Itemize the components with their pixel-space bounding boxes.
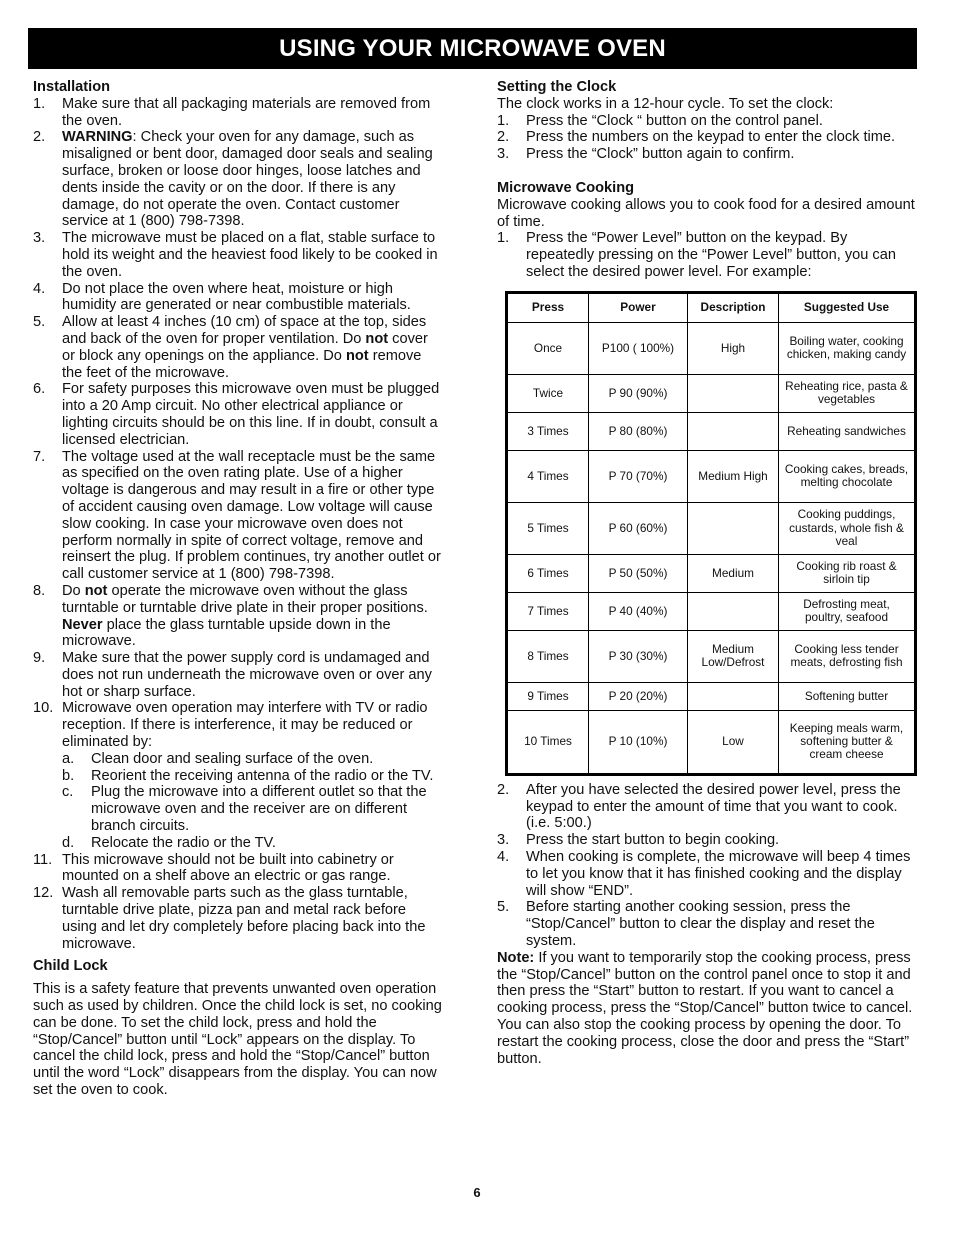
cooking-steps-after	[497, 782, 917, 950]
list-item: 2. After you have selected the desired power level, press the keypad to enter the amount of time that you want to cook. (i.e. 5:00.)	[497, 781, 901, 832]
list-item: 3. The microwave must be placed on a flat, stable surface to hold its weight and the heaviest food likely to be cooked in the oven.	[33, 230, 438, 280]
installation-list	[33, 96, 443, 953]
list-item: b. Reorient the receiving antenna of the radio or the TV.	[62, 767, 434, 784]
list-item: 9. Make sure that the power supply cord is undamaged and does not run underneath the microwave oven or over any hot or sharp surface.	[33, 650, 432, 700]
list-item: 5. Before starting another cooking session, press the “Stop/Cancel” button to clear the display and reset the system.	[497, 899, 875, 949]
list-item: 3. Press the “Clock” button again to confirm.	[497, 146, 795, 163]
list-item: 4. Do not place the oven where heat, moisture or high humidity are generated or near combustible materials.	[33, 280, 411, 314]
table-row: 8 Times P 30 (30%) Medium Low/Defrost Cooking less tender meats, defrosting fish	[507, 630, 916, 682]
list-item: 12. Wash all removable parts such as the glass turntable, turntable drive plate, pizza pan and metal rack before using and let dry completely before placing back into the microwave.	[33, 885, 426, 952]
list-item: 8. Do not operate the microwave oven without the glass turntable or turntable drive plate in their proper positions. Never place the glass turntable upside down in the microwave.	[33, 582, 428, 650]
list-item: d. Relocate the radio or the TV.	[62, 834, 276, 851]
list-item: 3. Press the start button to begin cooking.	[497, 832, 780, 849]
clock-steps	[497, 113, 917, 163]
child-lock-heading: Child Lock	[33, 958, 108, 975]
child-lock-text: This is a safety feature that prevents unwanted oven operation such as used by children. Once the child lock is set, no cooking can be done. To set the child lock, press and hold the “Stop/Cancel” button until “Lock” appears on the display. To cancel the child lock, press and hold the “Stop/Cancel” button until the word “Lock” disappears from the display. You can now set the oven to cook.	[33, 981, 442, 1099]
table-row: 9 Times P 20 (20%) Softening butter	[507, 682, 916, 710]
header-suggested-use: Suggested Use	[779, 292, 916, 322]
table-row: 5 Times P 60 (60%) Cooking puddings, custards, whole fish & veal	[507, 502, 916, 554]
table-row: 6 Times P 50 (50%) Medium Cooking rib roast & sirloin tip	[507, 554, 916, 592]
right-column	[497, 79, 917, 1067]
list-item: 7. The voltage used at the wall receptacle must be the same as specified on the oven rating plate. Use of a higher voltage is dangerous and may result in a fire or other type of accident causing oven damage. Low voltage will cause slow cooking. In case your microwave oven does not perform normally in spite of correct voltage, remove and reinsert the plug. If problem continues, try another outlet or call customer service at 1 (800) 798-7398.	[33, 448, 441, 583]
warning-label: WARNING	[62, 129, 133, 146]
list-item: 10. Microwave oven operation may interfere with TV or radio reception. If there is interference, it may be reduced or eliminated by: a. Clean door and sealing surface of the oven. b. Reorient the receiving antenna of the radio or the TV. c. Plug the microwave into a different outlet so that the microwave oven and the receiver are on different branch circuits. d. Relocate the radio or the TV.	[33, 700, 443, 851]
list-item: 1. Make sure that all packaging materials are removed from the oven.	[33, 95, 431, 129]
left-column	[33, 79, 443, 1099]
list-item: 5. Allow at least 4 inches (10 cm) of space at the top, sides and back of the oven for proper ventilation. Do not cover or block any openings on the appliance. Do not remove the feet of the microwave.	[33, 314, 428, 381]
header-power: Power	[589, 292, 688, 322]
table-row: Twice P 90 (90%) Reheating rice, pasta & vegetables	[507, 374, 916, 412]
list-item: 6. For safety purposes this microwave oven must be plugged into a 20 Amp circuit. No other electrical appliance or lighting circuits should be on this line. If in doubt, consult a licensed electrician.	[33, 381, 440, 448]
table-row: 3 Times P 80 (80%) Reheating sandwiches	[507, 412, 916, 450]
microwave-cooking-heading: Microwave Cooking	[497, 179, 635, 196]
header-press: Press	[507, 292, 589, 322]
cooking-note: Note: If you want to temporarily stop the cooking process, press the “Stop/Cancel” button on the control panel once to stop it and then press the “Start” button to restart. If you want to cancel a cooking process, press the “Stop/Cancel” button twice to cancel. You can also stop the cooking process by opening the door. To restart the cooking process, close the door and press the “Start” button.	[497, 949, 913, 1067]
table-row: 10 Times P 10 (10%) Low Keeping meals warm, softening butter & cream cheese	[507, 710, 916, 774]
note-label: Note:	[497, 949, 535, 966]
list-item: a. Clean door and sealing surface of the oven.	[62, 750, 374, 767]
list-item: 2. Press the numbers on the keypad to enter the clock time.	[497, 129, 896, 146]
list-item: 11. This microwave should not be built into cabinetry or mounted on a shelf above an electric or gas range.	[33, 851, 394, 885]
clock-intro: The clock works in a 12-hour cycle. To set the clock:	[497, 95, 834, 112]
list-item: 1. Press the “Power Level” button on the keypad. By repeatedly pressing on the “Power Level” button, you can select the desired power level. For example:	[497, 230, 896, 280]
list-item: c. Plug the microwave into a different outlet so that the microwave oven and the receiver are on different branch circuits.	[62, 784, 427, 835]
interference-sublist	[62, 751, 443, 852]
table-row: 4 Times P 70 (70%) Medium High Cooking cakes, breads, melting chocolate	[507, 450, 916, 502]
list-item: 2. WARNING: Check your oven for any damage, such as misaligned or bent door, damaged door seals and sealing surface, broken or loose door hinges, loose latches and dents inside the cavity or on the door. If there is any damage, do not operate the oven. Contact customer service at 1 (800) 798-7398.	[33, 129, 433, 230]
cooking-step-1	[497, 230, 917, 280]
header-description: Description	[688, 292, 779, 322]
page-number: 6	[473, 1185, 481, 1200]
list-item: 1. Press the “Clock “ button on the control panel.	[497, 112, 823, 129]
microwave-cooking-intro: Microwave cooking allows you to cook food for a desired amount of time.	[497, 196, 915, 230]
page-title: USING YOUR MICROWAVE OVEN	[28, 28, 917, 69]
clock-heading: Setting the Clock	[497, 79, 617, 95]
table-row: Once P100 ( 100%) High Boiling water, cooking chicken, making candy	[507, 322, 916, 374]
installation-heading: Installation	[33, 79, 111, 95]
table-row: 7 Times P 40 (40%) Defrosting meat, poultry, seafood	[507, 592, 916, 630]
list-item: 4. When cooking is complete, the microwave will beep 4 times to let you know that it has finished cooking and the display will show “END”.	[497, 848, 911, 899]
power-level-table	[505, 291, 917, 776]
table-header-row	[507, 292, 916, 322]
